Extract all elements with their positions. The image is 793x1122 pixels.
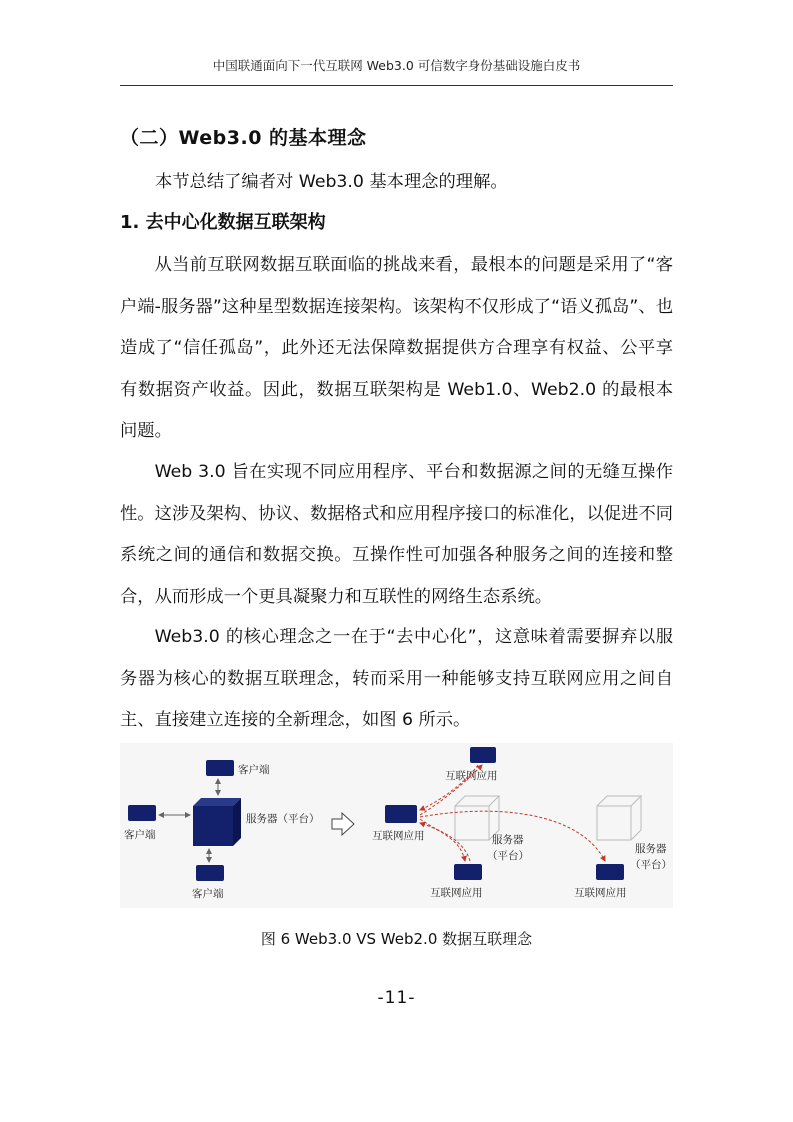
header-rule — [120, 85, 673, 86]
server-cube — [193, 798, 241, 846]
app-bottom-mid-label: 互联网应用 — [430, 887, 483, 899]
client-left-node — [128, 805, 156, 821]
intro-paragraph: 本节总结了编者对 Web3.0 基本理念的理解。 — [155, 172, 508, 192]
app-bottom-right-node — [596, 864, 624, 880]
app-left-label: 互联网应用 — [372, 830, 425, 842]
page-number: -11- — [377, 988, 416, 1008]
section-title: （二）Web3.0 的基本理念 — [120, 127, 367, 149]
app-bottom-mid-node — [454, 864, 482, 880]
client-bottom-node — [196, 865, 224, 881]
server-right-label-1: 服务器 — [635, 843, 667, 855]
server-right-label-2: （平台） — [630, 859, 672, 871]
paragraph-2: Web 3.0 旨在实现不同应用程序、平台和数据源之间的无缝互操作性。这涉及架构、协议、数据格式和应用程序接口的标准化，以促进不同系统之间的通信和数据交换。互操作性可加强各种服务之间的连接和整合，从而形成一个更具凝聚力和互联性的网络生态系统。 — [120, 462, 674, 607]
server-mid-label-1: 服务器 — [492, 834, 524, 846]
server-right-cube — [597, 796, 641, 840]
app-left-node — [385, 805, 417, 823]
client-left-label: 客户端 — [124, 829, 156, 841]
web2-star-diagram — [124, 760, 320, 900]
figure-diagram — [120, 743, 673, 908]
app-top-node — [470, 747, 496, 763]
transition-arrow-icon — [332, 813, 354, 835]
figure-caption: 图 6 Web3.0 VS Web2.0 数据互联理念 — [260, 930, 533, 948]
client-top-label: 客户端 — [238, 764, 270, 776]
app-top-label: 互联网应用 — [445, 770, 498, 782]
server-label: 服务器（平台） — [246, 813, 320, 825]
client-bottom-label: 客户端 — [192, 888, 224, 900]
subsection-title: 1. 去中心化数据互联架构 — [120, 212, 326, 233]
app-bottom-right-label: 互联网应用 — [574, 887, 627, 899]
client-top-node — [206, 760, 234, 776]
server-mid-label-2: （平台） — [487, 850, 529, 862]
paragraph-3: Web3.0 的核心理念之一在于“去中心化”，这意味着需要摒弃以服务器为核心的数据互联理念，转而采用一种能够支持互联网应用之间自主、直接建立连接的全新理念，如图 6 所示。 — [120, 627, 673, 730]
figure-6 — [120, 743, 673, 908]
web3-decentralized-diagram — [372, 747, 672, 899]
paragraph-1: 从当前互联网数据互联面临的挑战来看，最根本的问题是采用了“客户端-服务器”这种星型数据连接架构。该架构不仅形成了“语义孤岛”、也造成了“信任孤岛”，此外还无法保障数据提供方合理享有权益、公平享有数据资产收益。因此，数据互联架构是 Web1.0、Web2.0 的最根本问题。 — [120, 255, 673, 441]
link-bottom-to-left — [420, 823, 470, 861]
running-header: 中国联通面向下一代互联网 Web3.0 可信数字身份基础设施白皮书 — [212, 58, 581, 73]
